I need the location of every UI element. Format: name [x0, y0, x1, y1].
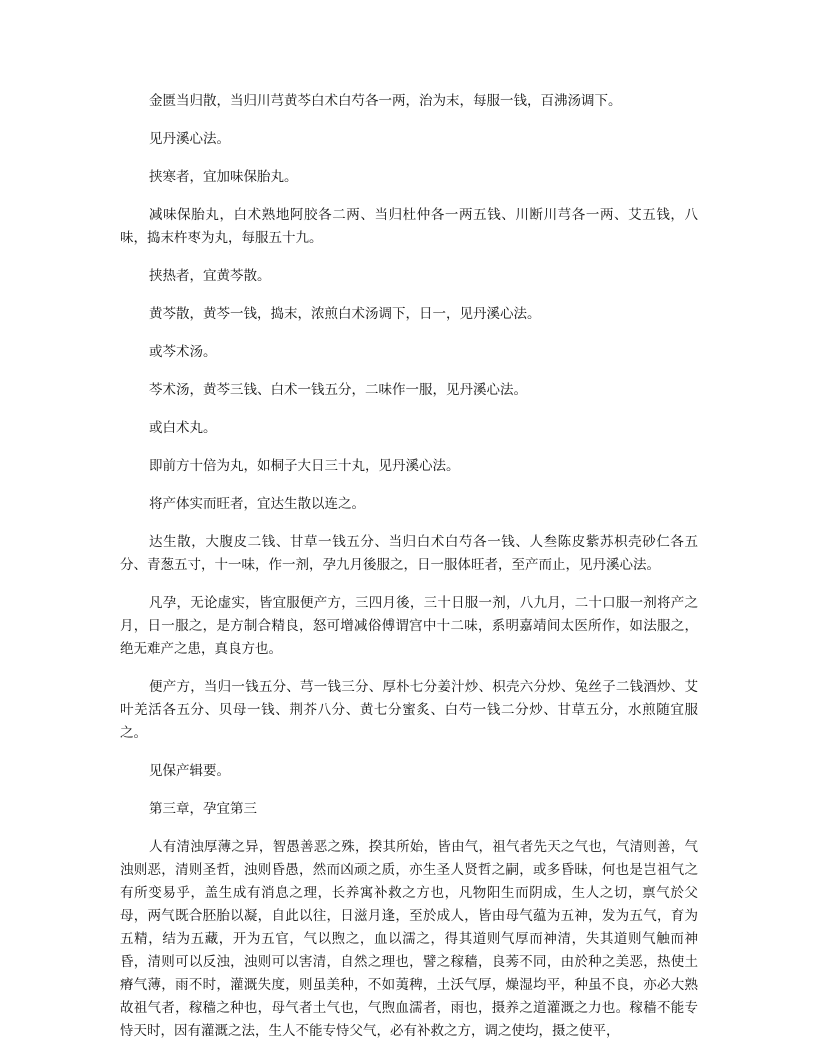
chapter-heading: 第三章，孕宜第三	[149, 801, 257, 817]
paragraph-chapter-body: 人有清浊厚薄之异，智愚善恶之殊，揆其所始，皆由气，祖气者先天之气也，气清则善，气浊则恶，清则圣哲，浊则昏愚，然而凶顽之质，亦生圣人贤哲之嗣，或多昏昧，何也是岂祖气之有所变易乎，盖生成有消息之理，长养寓补救之方也，凡物阳生而阴成，生人之切，禀气於父母，两气既合胚胎以凝，自此以往，日滋月逢，至於成人，皆由母气蕴为五神，发为五气，育为五精，结为五藏，开为五官，气以煦之，血以濡之，得其道则气厚而神清，失其道则气触而神昏，清则可以反浊，浊则可以害清，自然之理也，譬之稼穑，良莠不同，由於种之美恶，热使土瘠气薄，雨不时，灌溉失度，则虽美种，不如荑稗，土沃气厚，燥湿均平，种虽不良，亦必大熟故祖气者，稼穑之种也，母气者土气也，气煦血濡者，雨也，摄养之道灌溉之力也。稼穑不能专恃天时，因有灌溉之法，生人不能专恃父气，必有补救之方，调之使均，摄之使平，	[120, 839, 698, 1039]
paragraph-reference: 见丹溪心法。	[149, 131, 230, 147]
paragraph-cold-condition: 挟寒者，宜加味保胎丸。	[149, 169, 298, 185]
paragraph-qin-zhu-tang-alt: 或芩术汤。	[149, 344, 217, 360]
paragraph-bao-tai-wan: 减味保胎丸，白术熟地阿胶各二两、当归杜仲各一两五钱、川断川芎各一两、艾五钱，八味，捣末杵枣为丸，每服五十九。	[120, 207, 698, 246]
paragraph-pregnancy-advice: 凡孕，无论虚实，皆宜服便产方，三四月後，三十日服一剂，八九月，二十口服一剂将产之月，日一服之，是方制合精良，怒可增减俗傅谓宫中十二味，系明嘉靖间太医所作，如法服之，绝无难产之患，真良方也。	[120, 595, 698, 657]
paragraph-huang-qin-san: 黄芩散，黄芩一钱，捣末，浓煎白术汤调下，日一，见丹溪心法。	[149, 306, 541, 322]
paragraph-qin-zhu-tang: 芩术汤，黄芩三钱、白术一钱五分，二味作一服，见丹溪心法。	[149, 382, 527, 398]
paragraph-bian-chan-fang: 便产方，当归一钱五分、芎一钱三分、厚朴七分姜汁炒、枳壳六分炒、兔丝子二钱酒炒、艾叶羌活各五分、贝母一钱、荆芥八分、黄七分蜜炙、白芍一钱二分炒、甘草五分，水煎随宜服之。	[120, 679, 698, 741]
paragraph-before-delivery: 将产体实而旺者，宜达生散以连之。	[149, 496, 365, 512]
paragraph-bai-zhu-wan-alt: 或白术丸。	[149, 420, 217, 436]
paragraph-reference-bao-chan: 见保产辑要。	[149, 763, 230, 779]
document-page	[120, 90, 698, 1058]
paragraph-gui-dang-gui-san: 金匮当归散，当归川芎黄芩白术白芍各一两，治为末，每服一钱，百沸汤调下。	[149, 93, 622, 109]
paragraph-bai-zhu-wan: 即前方十倍为丸，如桐子大日三十丸，见丹溪心法。	[149, 458, 460, 474]
paragraph-heat-condition: 挟热者，宜黄芩散。	[149, 268, 271, 284]
paragraph-da-sheng-san: 达生散，大腹皮二钱、甘草一钱五分、当归白术白芍各一钱、人叁陈皮紫苏枳壳砂仁各五分、青葱五寸，十一味，作一剂，孕九月後服之，日一服体旺者，至产而止，见丹溪心法。	[120, 534, 698, 573]
